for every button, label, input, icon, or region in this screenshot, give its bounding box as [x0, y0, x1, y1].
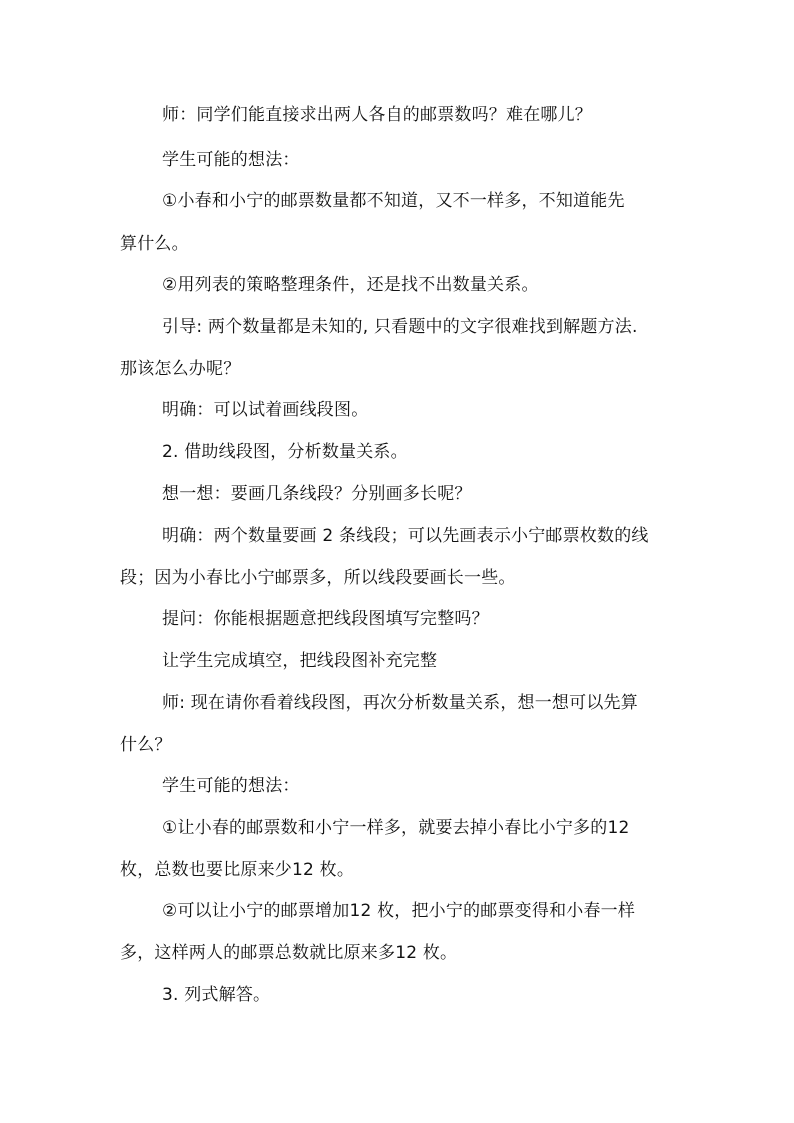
paragraph-line: 引导: 两个数量都是未知的, 只看题中的文字很难找到解题方法. [162, 317, 638, 337]
paragraph-line: 师: 现在请你看着线段图，再次分析数量关系，想一想可以先算 [162, 693, 638, 713]
paragraph-line: 3. 列式解答。 [162, 985, 271, 1005]
paragraph-line: 什么？ [120, 735, 172, 755]
paragraph-line: 2. 借助线段图，分析数量关系。 [162, 442, 408, 462]
paragraph-line: ①小春和小宁的邮票数量都不知道，又不一样多，不知道能先 [162, 191, 625, 211]
paragraph-line: 算什么。 [120, 234, 189, 254]
paragraph-line: 那该怎么办呢？ [120, 359, 241, 379]
paragraph-line: 提问：你能根据题意把线段图填写完整吗？ [162, 609, 489, 629]
paragraph-line: 学生可能的想法： [162, 150, 300, 170]
paragraph-line: 师：同学们能直接求出两人各自的邮票数吗？难在哪儿？ [162, 105, 592, 125]
paragraph-line: 想一想：要画几条线段？分别画多长呢？ [162, 484, 472, 504]
paragraph-line: 学生可能的想法： [162, 776, 300, 796]
paragraph-line: 明确：可以试着画线段图。 [162, 400, 369, 420]
paragraph-line: 枚，总数也要比原来少12 枚。 [120, 860, 355, 880]
paragraph-line: 让学生完成填空，把线段图补充完整 [162, 651, 438, 671]
paragraph-line: ①让小春的邮票数和小宁一样多，就要去掉小春比小宁多的12 [162, 818, 630, 838]
paragraph-line: 明确：两个数量要画 2 条线段；可以先画表示小宁邮票枚数的线 [162, 526, 649, 546]
paragraph-line: ②用列表的策略整理条件，还是找不出数量关系。 [162, 275, 539, 295]
paragraph-line: ②可以让小宁的邮票增加12 枚，把小宁的邮票变得和小春一样 [162, 901, 636, 921]
paragraph-line: 段；因为小春比小宁邮票多，所以线段要画长一些。 [120, 568, 516, 588]
paragraph-line: 多，这样两人的邮票总数就比原来多12 枚。 [120, 943, 458, 963]
